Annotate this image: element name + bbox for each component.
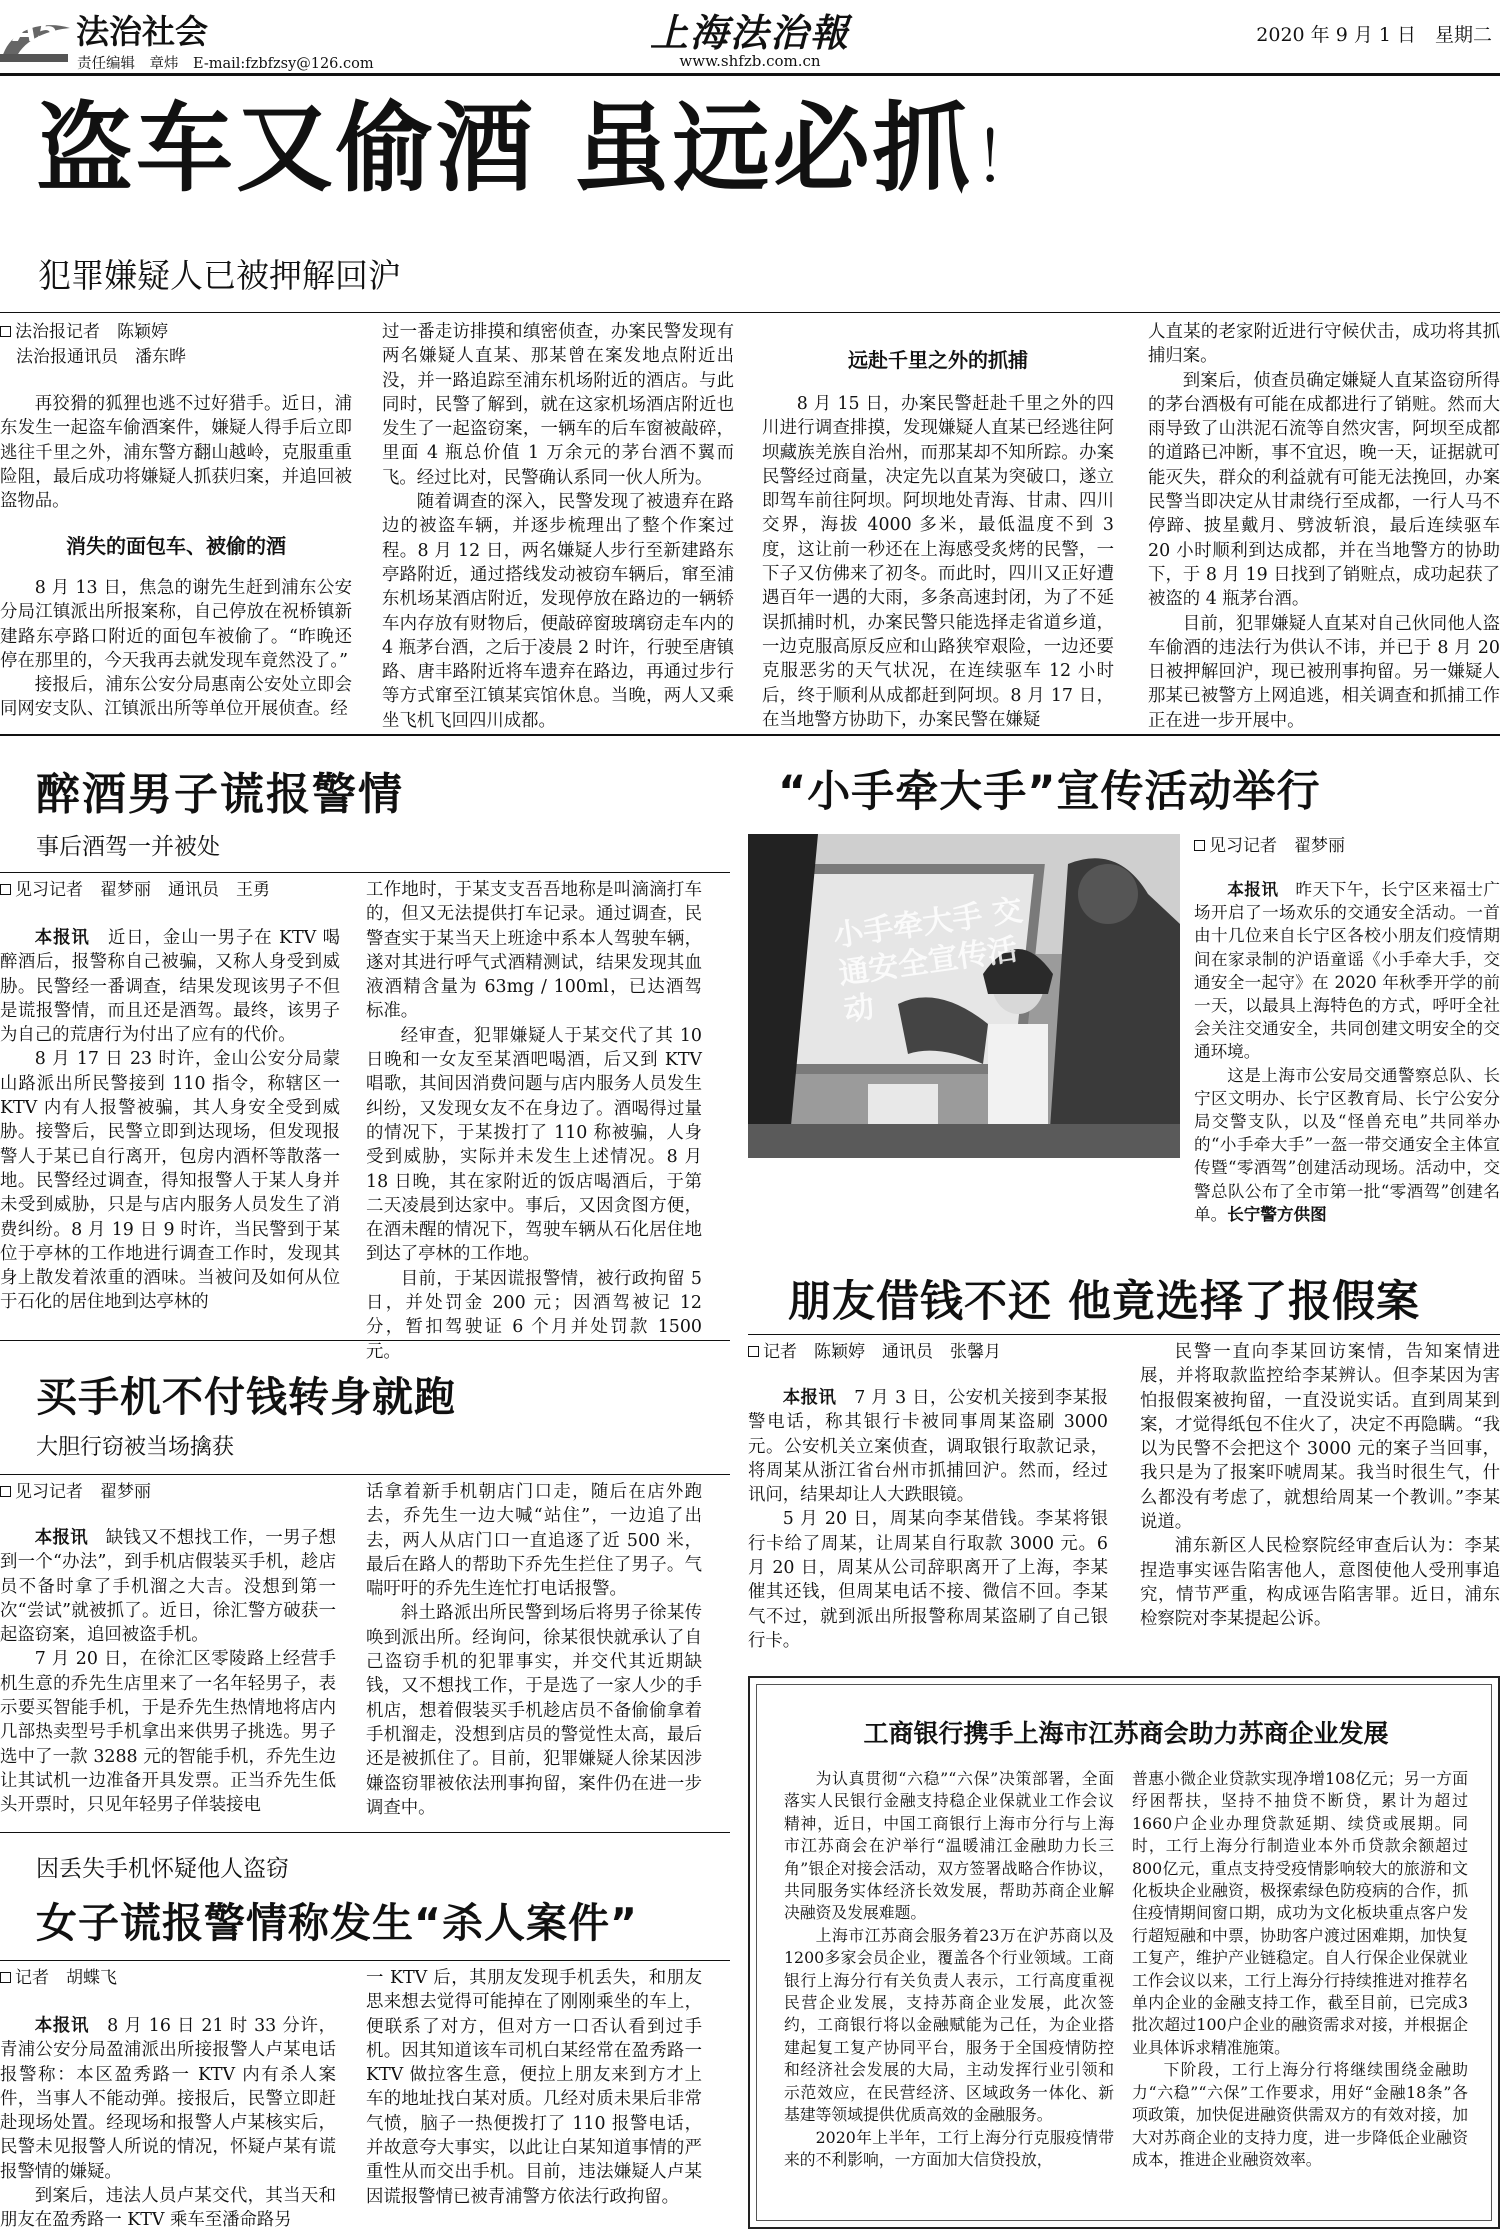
section-divider xyxy=(0,1340,730,1341)
paragraph: 话拿着新手机朝店门口走，随后在店外跑去，乔先生一边大喊“站住”，一边追了出去，两人从店门口一直追逐了近 500 米，最后在路人的帮助下乔先生拦住了男子。气喘吁吁的乔先生连忙打电话报警。 xyxy=(366,1482,702,1600)
headline-drunk-man: 醉酒男子谎报警情 xyxy=(36,769,404,820)
section-title: 法治社会 xyxy=(76,12,208,51)
paragraph: 2020年上半年，工行上海分行克服疫情带来的不利影响，一方面加大信贷投放， xyxy=(784,2127,1114,2169)
paragraph: 目前，犯罪嫌疑人直某对自己伙同他人盗车偷酒的违法行为供认不讳，并已于 8 月 20 日被押解回沪，现已被刑事拘留。另一嫌疑人那某已被警方上网追逃，相关调查和抓捕工作正在进一步开展中。 xyxy=(1148,613,1500,731)
column-2 xyxy=(382,320,734,731)
lead-tag: 本报讯 xyxy=(34,2016,90,2036)
byline-rule xyxy=(0,872,730,873)
paragraph: 工作地时，于某支支吾吾地称是叫滴滴打车的，但又无法提供打车记录。通过调查，民警查实于某当天上班途中系本人驾驶车辆，遂对其进行呼气式酒精测试，结果发现其血液酒精含量为 63mg / 100ml，已达酒驾标准。 xyxy=(366,880,702,1022)
photo-credit: 长宁警方供图 xyxy=(1227,1204,1327,1224)
column-2 xyxy=(366,1966,702,2228)
subhead-car-theft: 犯罪嫌疑人已被押解回沪 xyxy=(38,256,401,295)
paragraph: 接报后，浦东公安分局惠南公安处立即会同网安支队、江镇派出所等单位开展侦查。经 xyxy=(0,675,352,720)
subheading-pursuit: 远赴千里之外的抓捕 xyxy=(848,348,1028,372)
paragraph: 随着调查的深入，民警发现了被遗弃在路边的被盗车辆，并逐步梳理出了整个作案过程。8 月 12 日，两名嫌疑人步行至新建路东亭路附近，通过搭线发动被窃车辆后，窜至浦东机场某酒店附近，发现停放在路边的一辆轿车内存放有财物后，便敲碎窗玻璃窃走车内的 4 瓶茅台酒，之后于凌晨 2 时许，行驶至唐镇路、唐丰路附近将车遗弃在路边，再通过步行等方式窜至江镇某宾馆休息。当晚，两人又乘坐飞机飞回四川成都。 xyxy=(382,492,734,731)
paragraph: 一 KTV 后，其朋友发现手机丢失，和朋友思来想去觉得可能掉在了刚刚乘坐的车上，便联系了对方，但对方一口否认看到过手机。因其知道该车司机白某经常在盈秀路一 KTV 做拉客生意，便拉上朋友来到方才上车的地址找白某对质。几经对质未果后非常气愤，脑子一热便拨打了 110 报警电话，并故意夸大事实，以此让白某知道事情的严重性从而交出手机。目前，违法嫌疑人卢某因谎报警情已被青浦警方依法行政拘留。 xyxy=(366,1968,702,2207)
paragraph: 经审查，犯罪嫌疑人于某交代了其 10 日晚和一女友至某酒吧喝酒，后又到 KTV 唱歌，其间因消费问题与店内服务人员发生纠纷，又发现女友不在身边了。酒喝得过量的情况下，于某拨打了 110 称被骗，人身受到威胁，实际并未发生上述情况。8 月 18 日晚，其在家附近的饭店喝酒后，于第二天凌晨到达家中。事后，又因贪图方便，在酒未醒的情况下，驾驶车辆从石化居住地到达了亭林的工作地。 xyxy=(366,1025,702,1265)
paragraph: 7 月 20 日，在徐汇区零陵路上经营手机生意的乔先生店里来了一名年轻男子，表示要买智能手机，于是乔先生热情地将店内几部热卖型号手机拿出来供男子挑选。男子选中了一款 3288 元的智能手机，乔先生边让其试机一边准备开具发票。正当乔先生低头开票时，只见年轻男子佯装接电 xyxy=(0,1649,336,1816)
column-3 xyxy=(762,392,1114,730)
lead-tag: 本报讯 xyxy=(34,928,90,948)
paragraph: 过一番走访排摸和缜密侦查，办案民警发现有两名嫌疑人直某、那某曾在案发地点附近出没，并一路追踪至浦东机场附近的酒店。与此同时，民警了解到，就在这家机场酒店附近也发生了一起盗窃案，一辆车的后车窗被敲碎，里面 4 瓶总价值 1 万余元的茅台酒不翼而飞。经过比对，民警确认系同一伙人所为。 xyxy=(382,322,734,488)
column-2 xyxy=(366,1480,702,1816)
subhead-phone-theft: 大胆行窃被当场擒获 xyxy=(36,1435,235,1460)
paragraph: 再狡猾的狐狸也逃不过好猎手。近日，浦东发生一起盗车偷酒案件，嫌疑人得手后立即逃往千里之外，浦东警方翻山越岭，克服重重险阻，最后成功将嫌疑人抓获归案，并追回被盗物品。 xyxy=(0,394,352,512)
paragraph: 这是上海市公安局交通警察总队、长宁区文明办、长宁区教育局、长宁公安分局交警支队，以及“怪兽充电”共同举办的“小手牵大手”一盔一带交通安全主体宣传暨“零酒驾”创建活动现场。活动中，交警总队公布了全市第一批“零酒驾”创建名单。长宁警方供图 xyxy=(1194,1065,1500,1224)
paragraph: 为认真贯彻“六稳”“六保”决策部署，全面落实人民银行金融支持稳企业保就业工作会议精神，近日，中国工商银行上海市分行与上海市江苏商会在沪举行“温暖浦江金融助力长三角”银企对接会活动，双方签署战略合作协议，共同服务实体经济长效发展，帮助苏商企业解决融资及发展难题。 xyxy=(784,1769,1114,1923)
headline-car-theft xyxy=(36,92,1046,205)
column-2 xyxy=(1140,1340,1500,1632)
editor-line: 责任编辑 章炜 E-mail:fzbfzsy@126.com xyxy=(77,56,374,72)
paragraph: 浦东新区人民检察院经审查后认为：李某捏造事实诬告陷害他人，意图使他人受刑事追究，情节严重，构成诬告陷害罪。近日，浦东检察院对李某提起公诉。 xyxy=(1140,1536,1500,1630)
byline: 记者 胡蝶飞 xyxy=(0,1966,300,1991)
headline-murder-report: 女子谎报警情称发生“杀人案件” xyxy=(36,1899,638,1947)
byline: 见习记者 翟梦丽 xyxy=(0,1480,360,1505)
campaign-body xyxy=(1194,878,1500,1224)
headline-loan: 朋友借钱不还 他竟选择了报假案 xyxy=(788,1277,1420,1327)
column-1 xyxy=(748,1386,1108,1651)
section-divider xyxy=(0,1832,730,1833)
paragraph: 普惠小微企业贷款实现净增108亿元；另一方面纾困帮扶，坚持不抽贷不断贷，累计为超过1660户企业办理贷款延期、续贷或展期。同时，工行上海分行制造业本外币贷款余额超过800亿元，重点支持受疫情影响较大的旅游和文化板块企业融资，极探索绿色防疫病的合作，抓住疫情期间窗口期，成功为文化板块重点客户发行超短融和中票，协助客户渡过困难期，加快复工复产，维护产业链稳定。自人行保企业保就业工作会议以来，工行上海分行持续推进对推荐名单内企业的金融支持工作，截至目前，已完成3批次超过100户企业的融资需求对接，并根据企业具体诉求精准施策。 xyxy=(1132,1769,1468,2057)
headline-exclamation: ！ xyxy=(972,117,1046,199)
paragraph: 本报讯 昨天下午，长宁区来福士广场开启了一场欢乐的交通安全活动。一首由十几位来自长宁区各校小朋友们疫情期间在家录制的沪语童谣《小手牵大手，交通安全一起守》在 2020 年秋季开学的前一天，以最具上海特色的方式，呼吁全社会关注交通安全，共同创建文明安全的交通环境。 xyxy=(1194,880,1500,1062)
header-rule xyxy=(0,73,1500,76)
byline-rule xyxy=(748,1334,1500,1335)
byline: 见习记者 翟梦丽 xyxy=(1194,834,1494,859)
lead-tag: 本报讯 xyxy=(1227,880,1279,899)
paragraph: 5 月 20 日，周某向李某借钱。李某将银行卡给了周某，让周某自行取款 3000 元。6 月 20 日，周某从公司辞职离开了上海，李某催其还钱，但周某电话不接、微信不回。李某气不过，就到派出所报警称周某盗刷了自己银行卡。 xyxy=(748,1509,1108,1651)
column-2 xyxy=(1132,1768,1468,2216)
byline-rule xyxy=(0,1474,730,1475)
paragraph: 本报讯 7 月 3 日，公安机关接到李某报警电话，称其银行卡被同事周某盗刷 3000 元。公安机关立案侦查，调取银行取款记录，将周某从浙江省台州市抓捕回沪。然而，经过讯问，结果却让人大跌眼镜。 xyxy=(748,1388,1108,1506)
photo-banner-text: 小手牵大手 交通安全宣传活动 xyxy=(831,892,1025,1029)
paragraph: 本报讯 8 月 16 日 21 时 33 分许，青浦公安分局盈浦派出所接报警人卢某电话报警称：本区盈秀路一 KTV 内有杀人案件，当事人不能动弹。接报后，民警立即赶赴现场处置。经现场和报警人卢某核实后，民警未见报警人所说的情况，怀疑卢某有谎报警情的嫌疑。 xyxy=(0,2016,336,2182)
paragraph: 上海市江苏商会服务着23万在沪苏商以及1200多家会员企业，覆盖各个行业领域。工商银行上海分行有关负责人表示，工行高度重视民营企业发展，支持苏商企业发展，此次签约，工商银行将以金融赋能为己任，为企业搭建起复工复产协同平台，服务于全国疫情防控和经济社会发展的大局，主动发挥行业引领和示范效应，在民营经济、区域政务一体化、新基建等领域提供优质高效的金融服务。 xyxy=(784,1925,1114,2125)
column-4 xyxy=(1148,320,1500,731)
website-url: www.shfzb.com.cn xyxy=(679,52,821,70)
paragraph: 8 月 17 日 23 时许，金山公安分局蒙山路派出所民警接到 110 指令，称辖区一 KTV 内有人报警被骗，其人身安全受到威胁。接警后，民警立即到达现场，但发现报警人于某已自行离开，包房内酒杯等散落一地。民警经过调查，得知报警人于某人身并未受到威胁，只是与店内服务人员发生了消费纠纷。8 月 19 日 9 时许，当民警到于某位于亭林的工作地进行调查工作时，发现其身上散发着浓重的酒味。当被问及如何从位于石化的居住地到达亭林的 xyxy=(0,1049,340,1313)
column-1 xyxy=(0,392,352,510)
paragraph: 到案后，侦查员确定嫌疑人直某盗窃所得的茅台酒极有可能在成都进行了销赃。然而大雨导致了山洪泥石流等自然灾害，阿坝至成都的道路已冲断，事不宜迟，晚一天，证据就可能灭失，群众的利益就有可能无法挽回，办案民警当即决定从甘肃绕行至成都，一行人马不停蹄、披星戴月、劈波斩浪，最后连续驱车 20 小时顺利到达成都，并在当地警方的协助下，于 8 月 19 日找到了销赃点，成功起获了被盗的 4 瓶茅台酒。 xyxy=(1148,370,1500,610)
column-1 xyxy=(784,1768,1114,2216)
byline-correspondent: 法治报通讯员 潘东晔 xyxy=(16,347,186,367)
paragraph: 目前，于某因谎报警情，被行政拘留 5 日，并处罚金 200 元；因酒驾被记 12 分，暂扣驾驶证 6 个月并处罚款 1500 元。 xyxy=(366,1268,702,1362)
masthead-logo: 上海法治報 xyxy=(649,10,850,55)
article-rule xyxy=(0,312,1500,313)
headline-phone-theft: 买手机不付钱转身就跑 xyxy=(36,1373,456,1421)
kicker-lost-phone: 因丢失手机怀疑他人盗窃 xyxy=(36,1856,289,1882)
column-1 xyxy=(0,2014,336,2231)
column-1 xyxy=(0,1526,336,1816)
paragraph: 本报讯 近日，金山一男子在 KTV 喝醉酒后，报警称自己被骗，又称人身受到威胁。民警经一番调查，结果发现该男子不但是谎报警情，而且还是酒驾。最终，该男子为自己的荒唐行为付出了应有的代价。 xyxy=(0,928,340,1046)
paragraph: 民警一直向李某回访案情，告知案情进展，并将取款监控给李某辨认。但李某因为害怕报假案被拘留，一直没说实话。直到周某到案，才觉得纸包不住火了，决定不再隐瞒。“我以为民警不会把这个 3000 元的案子当回事，我只是为了报案吓唬周某。我当时很生气，什么都没有考虑了，就想给周某一个教训。”李某说道。 xyxy=(1140,1342,1500,1533)
subheading-missing-van: 消失的面包车、被偷的酒 xyxy=(66,534,286,558)
bank-headline: 工商银行携手上海市江苏商会助力苏商企业发展 xyxy=(863,1719,1389,1748)
byline: 见习记者 翟梦丽 通讯员 王勇 xyxy=(0,878,360,903)
headline-kids-campaign: “小手牵大手”宣传活动举行 xyxy=(778,767,1321,817)
column-2 xyxy=(366,878,702,1362)
byline-rule xyxy=(0,1960,730,1961)
lead-tag: 本报讯 xyxy=(782,1388,837,1408)
subhead-drunk-man: 事后酒驾一并被处 xyxy=(36,834,220,860)
paragraph: 人直某的老家附近进行守候伏击，成功将其抓捕归案。 xyxy=(1148,322,1500,367)
issue-date: 2020 年 9 月 1 日 星期二 xyxy=(1256,24,1492,46)
lead-tag: 本报讯 xyxy=(34,1528,89,1548)
byline-reporter: 法治报记者 陈颖婷 xyxy=(0,320,360,345)
column-1 xyxy=(0,926,340,1324)
column-1b xyxy=(0,576,352,718)
paragraph: 8 月 13 日，焦急的谢先生赶到浦东公安分局江镇派出所报案称，自己停放在祝桥镇新建路东亭路口附近的面包车被偷了。“昨晚还停在那里的，今天我再去就发现车竟然没了。” xyxy=(0,578,352,671)
section-divider xyxy=(0,734,1500,736)
paragraph: 本报讯 缺钱又不想找工作，一男子想到一个“办法”，到手机店假装买手机，趁店员不备时拿了手机溜之大吉。没想到第一次“尝试”就被抓了。近日，徐汇警方破获一起盗窃案，追回被盗手机。 xyxy=(0,1528,336,1646)
headline-text: 盗车又偷酒 虽远必抓 xyxy=(36,92,973,205)
bank-announcement-box xyxy=(748,1676,1500,2229)
paragraph: 到案后，违法人员卢某交代，其当天和朋友在盈秀路一 KTV 乘车至潘命路另 xyxy=(0,2186,336,2231)
paragraph: 下阶段，工行上海分行将继续围绕金融助力“六稳”“六保”工作要求，用好“金融18条”各项政策，加快促进融资供需双方的有效对接，加大对苏商企业的支持力度，进一步降低企业融资成本，推进企业融资效率。 xyxy=(1132,2060,1468,2169)
paragraph: 斜土路派出所民警到场后将男子徐某传唤到派出所。经询问，徐某很快就承认了自己盗窃手机的犯罪事实，并交代其近期缺钱，又不想找工作，于是选了一家人少的手机店，想着假装买手机趁店员不备偷偷拿着手机溜走，没想到店员的警觉性太高，最后还是被抓住了。目前，犯罪嫌疑人徐某因涉嫌盗窃罪被依法刑事拘留，案件仍在进一步调查中。 xyxy=(366,1603,702,1818)
page-number-badge: A5 xyxy=(14,14,59,49)
byline: 记者 陈颖婷 通讯员 张馨月 xyxy=(748,1340,1108,1365)
campaign-photo xyxy=(748,834,1180,1158)
paragraph: 8 月 15 日，办案民警赶赴千里之外的四川进行调查排摸，发现嫌疑人直某已经逃往阿坝藏族羌族自治州，而那某却不知所踪。办案民警经过商量，决定先以直某为突破口，遂立即驾车前往阿坝。阿坝地处青海、甘肃、四川交界，海拔 4000 多米，最低温度不到 3 度，这让前一秒还在上海感受炙烤的民警，一下子又仿佛来了初冬。而此时，四川又正好遭遇百年一遇的大雨，多条高速封闭，为了不延误抓捕时机，办案民警只能选择走省道乡道，一边克服高原反应和山路狭窄艰险，一边还要克服恶劣的天气状况，在连续驱车 12 小时后，终于顺利从成都赶到阿坝。8 月 17 日，在当地警方协助下，办案民警在嫌疑 xyxy=(762,394,1114,730)
